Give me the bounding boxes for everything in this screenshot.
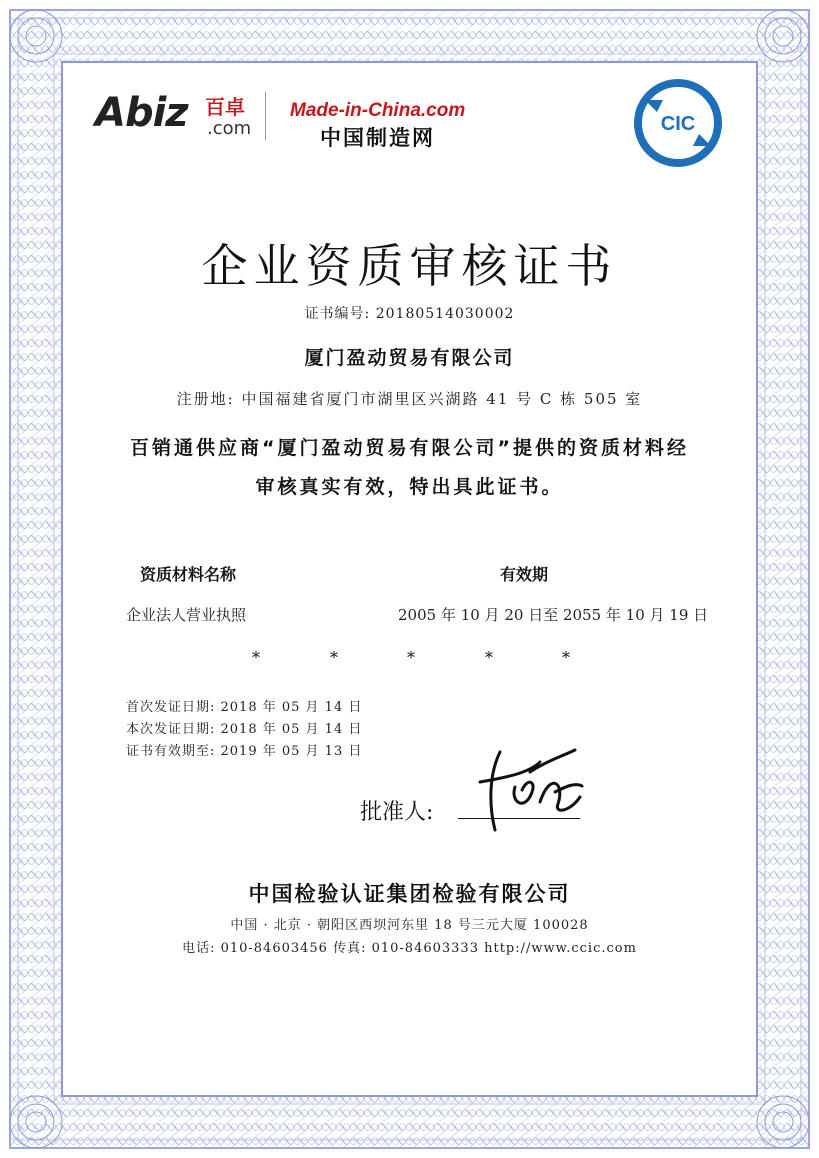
- mic-cn-label: 中国制造网: [320, 126, 435, 150]
- signature: [470, 742, 590, 834]
- certificate-number: 证书编号: 20180514030002: [304, 306, 515, 322]
- statement-line-1: 百销通供应商“厦门盈动贸易有限公司”提供的资质材料经: [130, 437, 689, 459]
- registered-address: 注册地: 中国福建省厦门市湖里区兴湖路 41 号 C 栋 505 室: [176, 390, 643, 408]
- material-validity: 2005 年 10 月 20 日至 2055 年 10 月 19 日: [398, 606, 709, 624]
- col-header-material: 资质材料名称: [140, 565, 237, 584]
- material-name: 企业法人营业执照: [126, 606, 247, 624]
- table-star: *: [407, 648, 415, 667]
- table-star: *: [485, 648, 493, 667]
- statement-line-2: 审核真实有效，特出具此证书。: [255, 476, 564, 498]
- mic-wordmark: Made-in-China.com: [290, 100, 466, 121]
- issuer-contact: 电话: 010-84603456 传真: 010-84603333 http://www.ccic.com: [182, 941, 637, 956]
- table-star: *: [562, 648, 570, 667]
- abiz-wordmark: Abiz: [95, 90, 188, 136]
- abiz-logo: [95, 88, 270, 148]
- logo-divider: [265, 92, 266, 140]
- issuer-address: 中国 · 北京 · 朝阳区西坝河东里 18 号三元大厦 100028: [230, 918, 589, 933]
- approver-label: 批准人:: [360, 800, 434, 825]
- abiz-cn-label: 百卓: [205, 95, 245, 119]
- cic-logo-text: CIC: [660, 113, 696, 135]
- valid-until-date: 证书有效期至: 2019 年 05 月 13 日: [126, 744, 363, 759]
- made-in-china-logo: [290, 100, 480, 160]
- certificate-title: 企业资质审核证书: [201, 239, 618, 293]
- company-name: 厦门盈动贸易有限公司: [304, 347, 515, 369]
- first-issue-date: 首次发证日期: 2018 年 05 月 14 日: [126, 700, 363, 715]
- abiz-com-label: .com: [207, 118, 252, 139]
- signature-line: [458, 818, 580, 819]
- col-header-validity: 有效期: [500, 565, 549, 584]
- issuer-name: 中国检验认证集团检验有限公司: [248, 882, 571, 906]
- this-issue-date: 本次发证日期: 2018 年 05 月 14 日: [126, 722, 363, 737]
- cic-logo: [633, 78, 723, 168]
- table-star: *: [330, 648, 338, 667]
- table-star: *: [252, 648, 260, 667]
- issue-dates: [126, 697, 362, 763]
